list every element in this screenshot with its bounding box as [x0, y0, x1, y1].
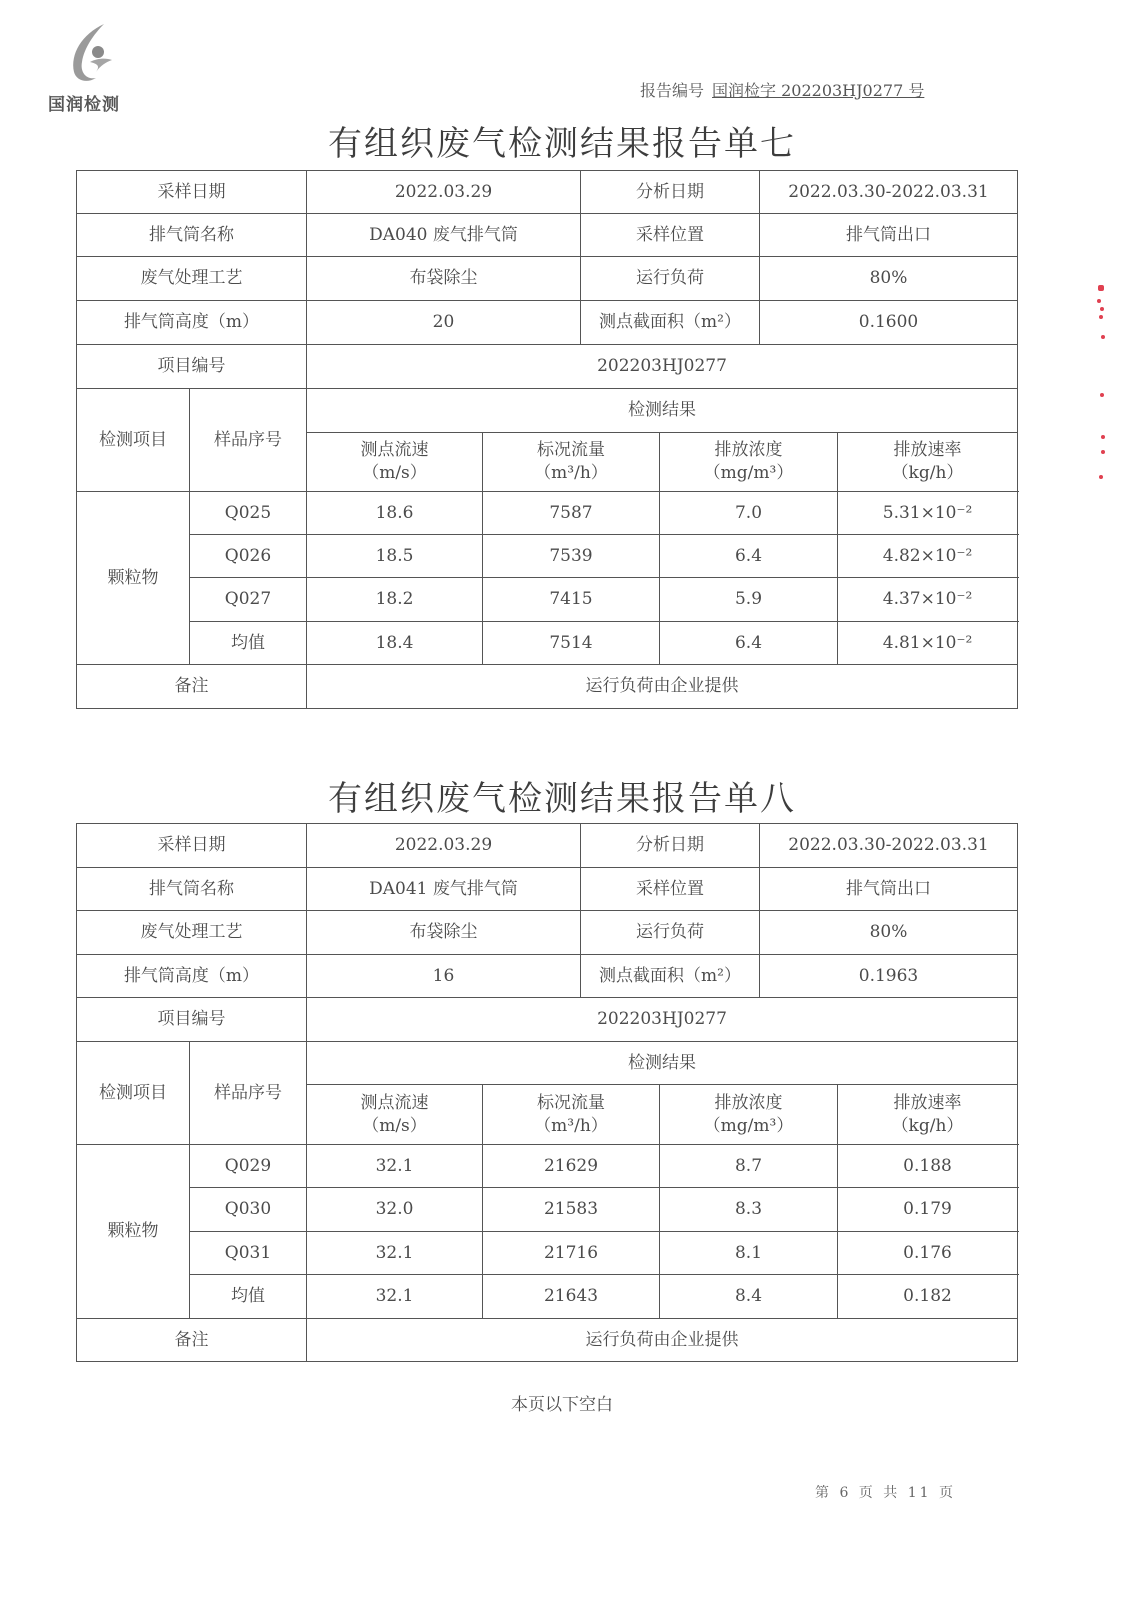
- velocity: 18.4: [307, 622, 483, 665]
- analysis-date-value: 2022.03.30-2022.03.31: [760, 171, 1018, 214]
- table-title-8: 有组织废气检测结果报告单八: [328, 779, 796, 819]
- remark-label: 备注: [77, 665, 307, 709]
- rate-header: 排放速率 （kg/h）: [838, 433, 1018, 492]
- flow: 7587: [483, 492, 660, 535]
- velocity: 18.6: [307, 492, 483, 535]
- project-no-value: 202203HJ0277: [307, 998, 1018, 1042]
- concentration-header: 排放浓度 （mg/m³）: [660, 433, 838, 492]
- rate: 0.182: [838, 1275, 1018, 1319]
- load-value: 80%: [760, 911, 1018, 955]
- table-row: [77, 1145, 1018, 1188]
- sampling-location-value: 排气筒出口: [760, 868, 1018, 911]
- logo-mark-icon: [64, 22, 124, 86]
- remark-value: 运行负荷由企业提供: [307, 665, 1018, 709]
- process-value: 布袋除尘: [307, 911, 581, 955]
- concentration: 8.3: [660, 1188, 838, 1232]
- stack-name-value: DA040 废气排气筒: [307, 214, 581, 257]
- table-row: [77, 578, 1018, 622]
- project-no-label: 项目编号: [77, 998, 307, 1042]
- sampling-date-label: 采样日期: [77, 824, 307, 868]
- stack-name-label: 排气筒名称: [77, 868, 307, 911]
- velocity-header: 测点流速 （m/s）: [307, 1085, 483, 1145]
- stack-height-value: 20: [307, 301, 581, 345]
- table-row-mean: [77, 622, 1018, 665]
- sample-no: Q026: [190, 535, 307, 578]
- analysis-date-value: 2022.03.30-2022.03.31: [760, 824, 1018, 868]
- sample-no: 均值: [190, 1275, 307, 1319]
- remark-label: 备注: [77, 1319, 307, 1362]
- item-header: 检测项目: [77, 389, 190, 492]
- concentration: 8.7: [660, 1145, 838, 1188]
- report-number: [640, 78, 924, 101]
- flow: 21716: [483, 1232, 660, 1275]
- report-table-8: [76, 823, 1018, 1362]
- table-title-7: 有组织废气检测结果报告单七: [328, 124, 796, 164]
- item-header: 检测项目: [77, 1042, 190, 1145]
- flow: 7415: [483, 578, 660, 622]
- stack-height-value: 16: [307, 955, 581, 998]
- table-row: [77, 1188, 1018, 1232]
- load-label: 运行负荷: [581, 257, 760, 301]
- project-no-label: 项目编号: [77, 345, 307, 389]
- sample-no: Q030: [190, 1188, 307, 1232]
- section-area-value: 0.1600: [760, 301, 1018, 345]
- table-row: [77, 1232, 1018, 1275]
- item-name: 颗粒物: [77, 492, 190, 665]
- rate: 4.37×10⁻²: [838, 578, 1018, 622]
- sampling-location-label: 采样位置: [581, 214, 760, 257]
- sampling-date-label: 采样日期: [77, 171, 307, 214]
- velocity: 18.5: [307, 535, 483, 578]
- velocity: 32.0: [307, 1188, 483, 1232]
- concentration: 6.4: [660, 535, 838, 578]
- velocity: 32.1: [307, 1275, 483, 1319]
- page-number: 第 6 页 共 11 页: [815, 1485, 956, 1501]
- process-value: 布袋除尘: [307, 257, 581, 301]
- velocity-header: 测点流速 （m/s）: [307, 433, 483, 492]
- report-number-value: 国润检字 202203HJ0277 号: [712, 81, 925, 100]
- velocity: 32.1: [307, 1232, 483, 1275]
- section-area-label: 测点截面积（m²）: [581, 301, 760, 345]
- concentration: 8.1: [660, 1232, 838, 1275]
- flow: 7539: [483, 535, 660, 578]
- flow: 21583: [483, 1188, 660, 1232]
- results-header: 检测结果: [307, 1042, 1018, 1085]
- stack-name-label: 排气筒名称: [77, 214, 307, 257]
- rate: 4.82×10⁻²: [838, 535, 1018, 578]
- sample-no-header: 样品序号: [190, 1042, 307, 1145]
- process-label: 废气处理工艺: [77, 257, 307, 301]
- table-row-mean: [77, 1275, 1018, 1319]
- flow: 21643: [483, 1275, 660, 1319]
- sample-no: 均值: [190, 622, 307, 665]
- rate: 0.176: [838, 1232, 1018, 1275]
- sampling-location-value: 排气筒出口: [760, 214, 1018, 257]
- company-logo: [48, 22, 138, 114]
- concentration: 6.4: [660, 622, 838, 665]
- flow-header: 标况流量 （m³/h）: [483, 433, 660, 492]
- velocity: 32.1: [307, 1145, 483, 1188]
- flow-header: 标况流量 （m³/h）: [483, 1085, 660, 1145]
- sampling-date-value: 2022.03.29: [307, 824, 581, 868]
- rate: 5.31×10⁻²: [838, 492, 1018, 535]
- concentration: 8.4: [660, 1275, 838, 1319]
- sample-no: Q025: [190, 492, 307, 535]
- stack-height-label: 排气筒高度（m）: [77, 955, 307, 998]
- section-area-value: 0.1963: [760, 955, 1018, 998]
- sample-no: Q029: [190, 1145, 307, 1188]
- stack-name-value: DA041 废气排气筒: [307, 868, 581, 911]
- stack-height-label: 排气筒高度（m）: [77, 301, 307, 345]
- table-row: [77, 535, 1018, 578]
- sample-no: Q027: [190, 578, 307, 622]
- blank-page-note: 本页以下空白: [511, 1395, 613, 1415]
- table-row: [77, 492, 1018, 535]
- report-number-label: 报告编号: [640, 81, 705, 100]
- analysis-date-label: 分析日期: [581, 824, 760, 868]
- logo-text: 国润检测: [48, 95, 120, 115]
- concentration: 7.0: [660, 492, 838, 535]
- concentration-header: 排放浓度 （mg/m³）: [660, 1085, 838, 1145]
- seal-stamp-edge: [1096, 285, 1106, 485]
- item-name: 颗粒物: [77, 1145, 190, 1319]
- rate-header: 排放速率 （kg/h）: [838, 1085, 1018, 1145]
- analysis-date-label: 分析日期: [581, 171, 760, 214]
- velocity: 18.2: [307, 578, 483, 622]
- rate: 4.81×10⁻²: [838, 622, 1018, 665]
- project-no-value: 202203HJ0277: [307, 345, 1018, 389]
- flow: 21629: [483, 1145, 660, 1188]
- results-header: 检测结果: [307, 389, 1018, 433]
- rate: 0.188: [838, 1145, 1018, 1188]
- flow: 7514: [483, 622, 660, 665]
- section-area-label: 测点截面积（m²）: [581, 955, 760, 998]
- sample-no-header: 样品序号: [190, 389, 307, 492]
- load-value: 80%: [760, 257, 1018, 301]
- load-label: 运行负荷: [581, 911, 760, 955]
- remark-value: 运行负荷由企业提供: [307, 1319, 1018, 1362]
- process-label: 废气处理工艺: [77, 911, 307, 955]
- sampling-date-value: 2022.03.29: [307, 171, 581, 214]
- rate: 0.179: [838, 1188, 1018, 1232]
- sampling-location-label: 采样位置: [581, 868, 760, 911]
- sample-no: Q031: [190, 1232, 307, 1275]
- report-table-7: [76, 170, 1018, 709]
- concentration: 5.9: [660, 578, 838, 622]
